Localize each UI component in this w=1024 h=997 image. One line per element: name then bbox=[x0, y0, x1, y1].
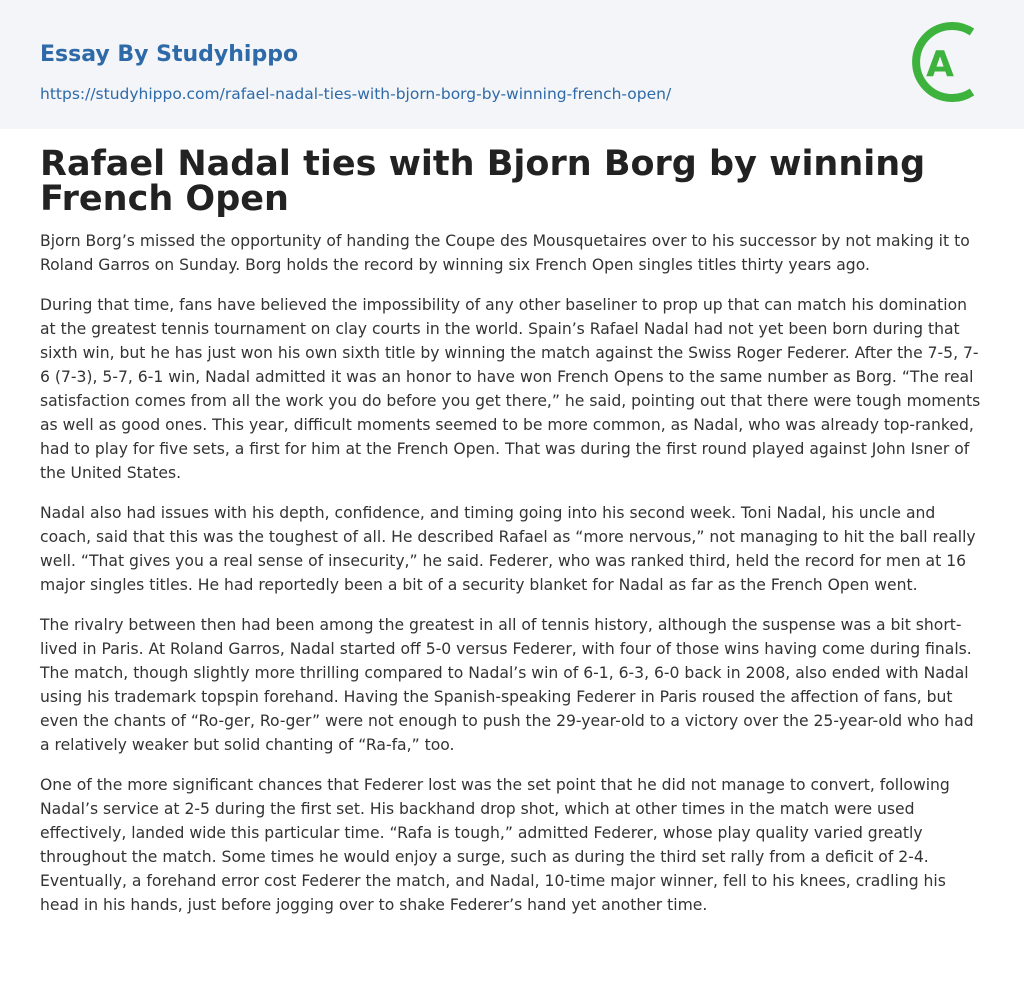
logo-letter: A bbox=[926, 44, 954, 85]
article bbox=[40, 144, 984, 933]
site-header bbox=[0, 0, 1024, 129]
article-paragraph: During that time, fans have believed the impossibility of any other baseliner to prop up that can match his domination at the greatest tennis tournament on clay courts in the world. Spain’s Rafael Nadal had not yet been born during that sixth win, but he has just won his own sixth title by winning the match against the Swiss Roger Federer. After the 7-5, 7-6 (7-3), 5-7, 6-1 win, Nadal admitted it was an honor to have won French Opens to the same number as Borg. “The real satisfaction comes from all the work you do before you get there,” he said, pointing out that there were tough moments as well as good ones. This year, difficult moments seemed to be more common, as Nadal, who was already top-ranked, had to play for five sets, a first for him at the French Open. That was during the first round played against John Isner of the United States. bbox=[40, 296, 981, 482]
site-brand[interactable]: Essay By Studyhippo bbox=[40, 42, 299, 67]
article-paragraph: One of the more significant chances that Federer lost was the set point that he did not manage to convert, following Nadal’s service at 2-5 during the first set. His backhand drop shot, which at other times in the match were used effectively, landed wide this particular time. “Rafa is tough,” admitted Federer, whose play quality varied greatly throughout the match. Some times he would enjoy a surge, such as during the third set rally from a deficit of 2-4. Eventually, a forehand error cost Federer the match, and Nadal, 10-time major winner, fell to his knees, cradling his head in his hands, just before jogging over to shake Federer’s hand yet another time. bbox=[40, 776, 950, 914]
article-body bbox=[40, 229, 984, 917]
article-paragraph: Nadal also had issues with his depth, confidence, and timing going into his second week. Toni Nadal, his uncle and coach, said that this was the toughest of all. He described Rafael as “more nervous,” not managing to hit the ball really well. “That gives you a real sense of insecurity,” he said. Federer, who was ranked third, held the record for men at 16 major singles titles. He had reportedly been a bit of a security blanket for Nadal as far as the French Open went. bbox=[40, 504, 976, 594]
article-url-link[interactable]: https://studyhippo.com/rafael-nadal-ties-with-bjorn-borg-by-winning-french-open/ bbox=[40, 85, 672, 103]
article-title: Rafael Nadal ties with Bjorn Borg by winning French Open bbox=[40, 144, 926, 219]
article-paragraph: Bjorn Borg’s missed the opportunity of handing the Coupe des Mousquetaires over to his successor by not making it to Roland Garros on Sunday. Borg holds the record by winning six French Open singles titles thirty years ago. bbox=[40, 232, 970, 274]
studyhippo-logo-icon[interactable] bbox=[908, 16, 990, 108]
article-paragraph: The rivalry between then had been among the greatest in all of tennis history, although the suspense was a bit short-lived in Paris. At Roland Garros, Nadal started off 5-0 versus Federer, with four of those wins having come during finals. The match, though slightly more thrilling compared to Nadal’s win of 6-1, 6-3, 6-0 back in 2008, also ended with Nadal using his trademark topspin forehand. Having the Spanish-speaking Federer in Paris roused the affection of fans, but even the chants of “Ro-ger, Ro-ger” were not enough to push the 29-year-old to a victory over the 25-year-old who had a relatively weaker but solid chanting of “Ra-fa,” too. bbox=[40, 616, 974, 754]
